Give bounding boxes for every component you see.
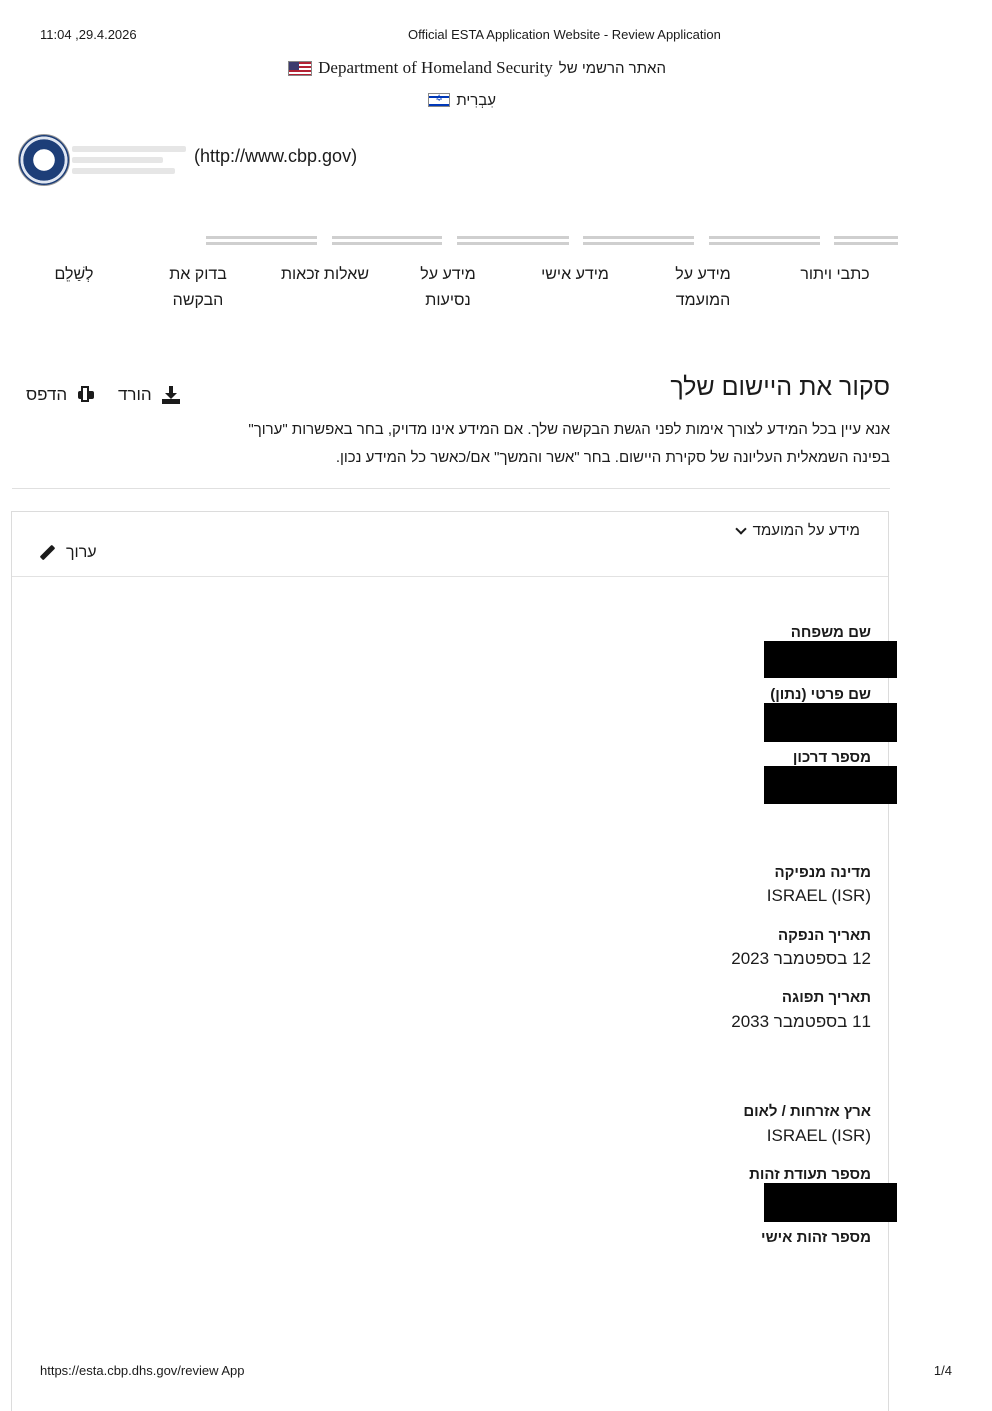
passport-number-label: מספר דרכון <box>792 749 871 766</box>
nav-step-bar-5 <box>332 236 442 245</box>
cbp-link[interactable]: (http://www.cbp.gov) <box>194 146 358 166</box>
nav-item-pay[interactable]: לְשַׁלֵם <box>54 266 94 283</box>
redacted-national-id <box>764 1183 897 1222</box>
pencil-icon <box>40 545 56 561</box>
issue-date-value: 12 בספטמבר 2023 <box>731 949 871 968</box>
citizenship-label: ארץ אזרחות / לאום <box>743 1103 871 1120</box>
surname-label: שם משפחה <box>790 624 871 641</box>
nav-step-bar-1 <box>834 236 898 245</box>
israel-flag-icon <box>428 93 450 107</box>
nav-item-travel-info[interactable]: מידע על נסיעות <box>420 266 476 309</box>
print-title: Official ESTA Application Website - Review Application <box>408 27 721 42</box>
download-label[interactable]: הורד <box>118 385 152 404</box>
chevron-down-icon <box>735 523 746 534</box>
redacted-given-name <box>764 703 897 742</box>
given-name-label: שם פרטי (נתון) <box>770 686 871 703</box>
expiry-date-label: תאריך תפוגה <box>781 989 871 1006</box>
nav-item-personal-info[interactable]: מידע אישי <box>541 266 609 283</box>
dhs-seal-icon[interactable]: ✦ <box>18 134 70 186</box>
personal-id-label: מספר זהות אישי <box>761 1229 871 1246</box>
us-flag-icon <box>288 61 312 76</box>
edit-button[interactable] <box>40 544 97 562</box>
print-page-number: 1/4 <box>933 1363 952 1378</box>
intro-line-2: בפינה השמאלית העליונה של סקירת היישום. בחר "אשר והמשך" אם/כאשר כל המידע נכון. <box>335 449 890 466</box>
download-icon <box>162 386 180 404</box>
expiry-date-value: 11 בספטמבר 2033 <box>731 1012 871 1031</box>
nav-step-bar-3 <box>583 236 694 245</box>
print-url: https://esta.cbp.dhs.gov/review App <box>40 1363 245 1378</box>
review-instructions <box>130 416 890 472</box>
print-label[interactable]: הדפס <box>26 385 68 404</box>
nav-item-applicant-info[interactable]: מידע על המועמד <box>675 266 731 309</box>
intro-line-1: אנא עיין בכל המידע לצורך אימות לפני הגשת הבקשה שלך. אם המידע אינו מדויק, בחר באפשרות "ערוך" <box>248 421 890 438</box>
nav-item-eligibility[interactable]: שאלות זכאות <box>280 266 370 283</box>
printer-icon <box>77 386 95 404</box>
nav-item-waivers[interactable]: כתבי ויתור <box>800 266 870 283</box>
page-title: סקור את היישום שלך <box>670 373 890 401</box>
issuing-country-label: מדינה מנפיקה <box>774 864 871 881</box>
download-button[interactable] <box>118 384 180 406</box>
panel-header-divider <box>12 576 888 577</box>
nav-step-bar-6 <box>206 236 317 245</box>
issue-date-label: תאריך הנפקה <box>777 927 871 944</box>
nav-step-bar-2 <box>709 236 820 245</box>
edit-label[interactable]: ערוך <box>66 544 97 561</box>
gov-banner <box>246 56 666 80</box>
banner-text: האתר הרשמי של <box>558 59 666 77</box>
national-id-label: מספר תעודת זהות <box>749 1166 871 1183</box>
banner-department: Department of Homeland Security <box>318 58 553 77</box>
print-date: 11:04 ,29.4.2026 <box>40 27 137 42</box>
section-title[interactable]: מידע על המועמד <box>752 522 860 539</box>
redacted-surname <box>764 641 897 678</box>
nav-step-bar-4 <box>457 236 569 245</box>
nav-item-review[interactable]: בדוק את הבקשה <box>169 266 227 309</box>
language-label[interactable]: עִבְרִית <box>456 91 496 109</box>
citizenship-value: ISRAEL (ISR) <box>766 1126 871 1145</box>
issuing-country-value: ISRAEL (ISR) <box>766 886 871 905</box>
divider <box>12 488 890 489</box>
section-toggle[interactable] <box>737 522 860 539</box>
logo-wordmark[interactable] <box>72 146 186 174</box>
language-selector[interactable] <box>416 89 496 111</box>
redacted-passport-number <box>764 766 897 804</box>
print-button[interactable] <box>26 384 95 406</box>
